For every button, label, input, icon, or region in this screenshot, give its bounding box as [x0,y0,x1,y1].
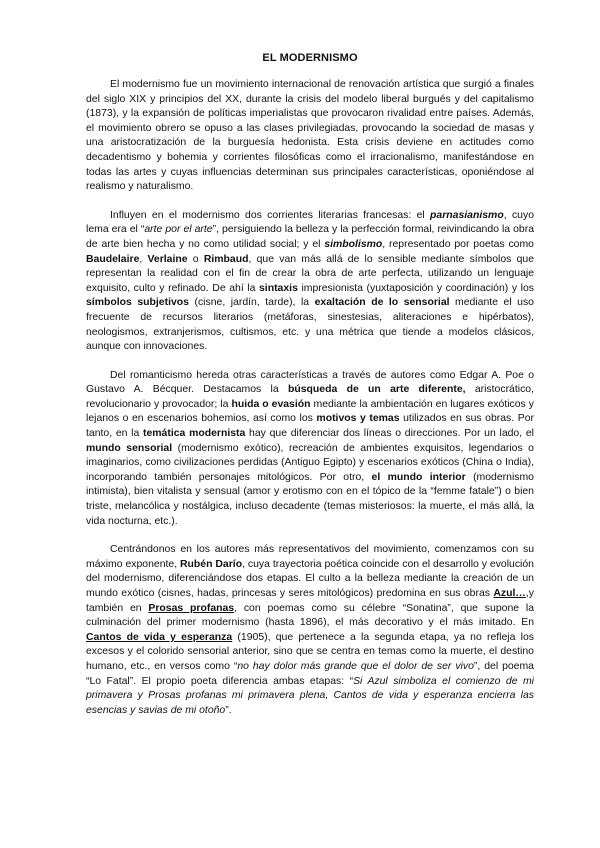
paragraph-romanticism [86,369,534,530]
text-run: huida o evasión [231,398,311,410]
text-run: ”, persiguiendo la belleza y la perfección formal, reivindicando la obra de arte bien hecha y no como utilidad social; y el [86,224,534,250]
text-run: , representado por poetas como [382,238,534,250]
text-run: búsqueda de un arte diferente, [287,384,466,396]
text-run: el mundo interior [371,471,466,483]
text-run: Verlaine [147,253,188,265]
text-run: simbolismo [324,238,383,250]
text-run: ”. [225,704,232,716]
text-run: Si Azul simboliza el comienzo de mi primavera y Prosas profanas mi primavera plena, Cantos de vida y esperanza encierra las esencias y savias de mi otoño [86,675,534,716]
paragraph-ruben-dario [86,543,534,718]
text-run: o [187,253,204,265]
text-run: ,y también en [86,588,534,614]
text-run: sintaxis [259,282,298,294]
text-run: temática modernista [143,428,246,440]
text-run: Rubén Darío [180,558,243,570]
text-run: hay que diferenciar dos líneas o direcciones. Por un lado, el [245,428,534,440]
text-run: Baudelaire [86,253,140,265]
text-run: (modernismo exótico), recreación de ambientes exquisitos, legendarios o imaginarios, como civilizaciones perdidas (Antiguo Egipto) y escenarios exóticos (China o India), incorporando también personajes mitológicos. Por otro, [86,442,534,483]
text-run: Influyen en el modernismo dos corrientes literarias francesas: el [110,209,431,221]
text-run: impresionista (yuxtaposición y coordinación) y los [297,282,534,294]
paragraph-influences [86,209,534,355]
text-run: Cantos de vida y esperanza [86,631,233,643]
text-run: Del romanticismo hereda otras características a través de autores como Edgar A. Poe o Gustavo A. Bécquer. Destacamos la [86,369,534,396]
text-run: ”, del poema “Lo Fatal”. El propio poeta diferencia ambas etapas: “ [86,660,534,687]
text-run: (cisne, jardín, tarde), la [188,297,315,309]
text-run: no hay dolor más grande que el dolor de ser vivo [237,660,474,672]
text-run: Centrándonos en los autores más representativos del movimiento, comenzamos con su máximo exponente, [86,544,534,570]
text-run: utilizados en sus obras. Por tanto, en la [86,413,534,440]
text-run: símbolos subjetivos [86,297,189,309]
text-run: mediante la ambientación en lugares exóticos y lejanos o en escenarios bohemios, así como los [86,398,534,425]
text-run: Prosas profanas [148,602,235,614]
text-run: arte por el arte [144,224,213,236]
text-run: (modernismo intimista), bien vitalista y sensual (amor y erotismo con en el tópico de la “femme fatale”) o bien triste, melancólica y nostálgica, incluso decadente (temas misteriosos: la muerte, el más allá, la vida nocturna, etc.). [86,471,534,527]
text-run: , cuya trayectoria poética coincide con el desarrollo y evolución del modernismo, diferenciándose dos etapas. El culto a la belleza mediante la creación de un mundo exótico (cisnes, hadas, princesas y seres mitológicos) predomina en sus obras [86,558,534,599]
text-run: motivos y temas [316,413,400,425]
text-run: parnasianismo [430,209,504,221]
document-page [86,52,534,732]
paragraph-intro [86,78,534,195]
text-run: exaltación de lo sensorial [314,297,450,309]
text-run: aristocrático, revolucionario y provocador; la [86,384,534,410]
document-title: EL MODERNISMO [262,52,358,64]
text-run: Azul… [493,588,526,599]
text-run: (1905), que pertenece a la segunda etapa, ya no refleja los excesos y el colorido sensorial anterior, sino que se centra en temas como la muerte, el destino humano, etc., en versos como “ [86,631,534,672]
text-run: , [139,253,148,265]
text-run: mundo sensorial [86,442,173,454]
text-run: , con poemas como su célebre “Sonatina”, que supone la culminación del primer modernismo (hasta 1896), el más decorativo y el más imitado. En [86,602,534,629]
text-run: Rimbaud [203,253,249,265]
text-run: El modernismo fue un movimiento internacional de renovación artística que surgió a finales del siglo XIX y principios del XX, durante la crisis del modelo liberal burgués y del capitalismo (1873), y la expansión de políticas imperialistas que provocaron rivalidad entre países. Además, el movimiento obrero se opuso a las clases privilegiadas, provocando la sociedad de masas y una aristocratización de la burguesía hedonista. Esta crisis deviene en actitudes como decadentismo y bohemia y corrientes filosóficas como el irracionalismo, manifestándose en todas las artes y cuyas influencias determinan sus principales características, oponiéndose al realismo y naturalismo. [86,79,534,193]
text-run: , que van más allá de lo sensible mediante símbolos que representan la realidad con el fin de crear la obra de arte perfecta, utilizando un lenguaje exquisito, culto y refinado. De ahí la [86,253,534,294]
text-run: , cuyo lema era el “ [86,209,534,236]
text-run: mediante el uso frecuente de recursos literarios (metáforas, sinestesias, aliteraciones e hipérbatos), neologismos, extranjerismos, cultismos, etc. y una métrica que tiende a modelos clásicos, aunque con innovaciones. [86,297,534,353]
